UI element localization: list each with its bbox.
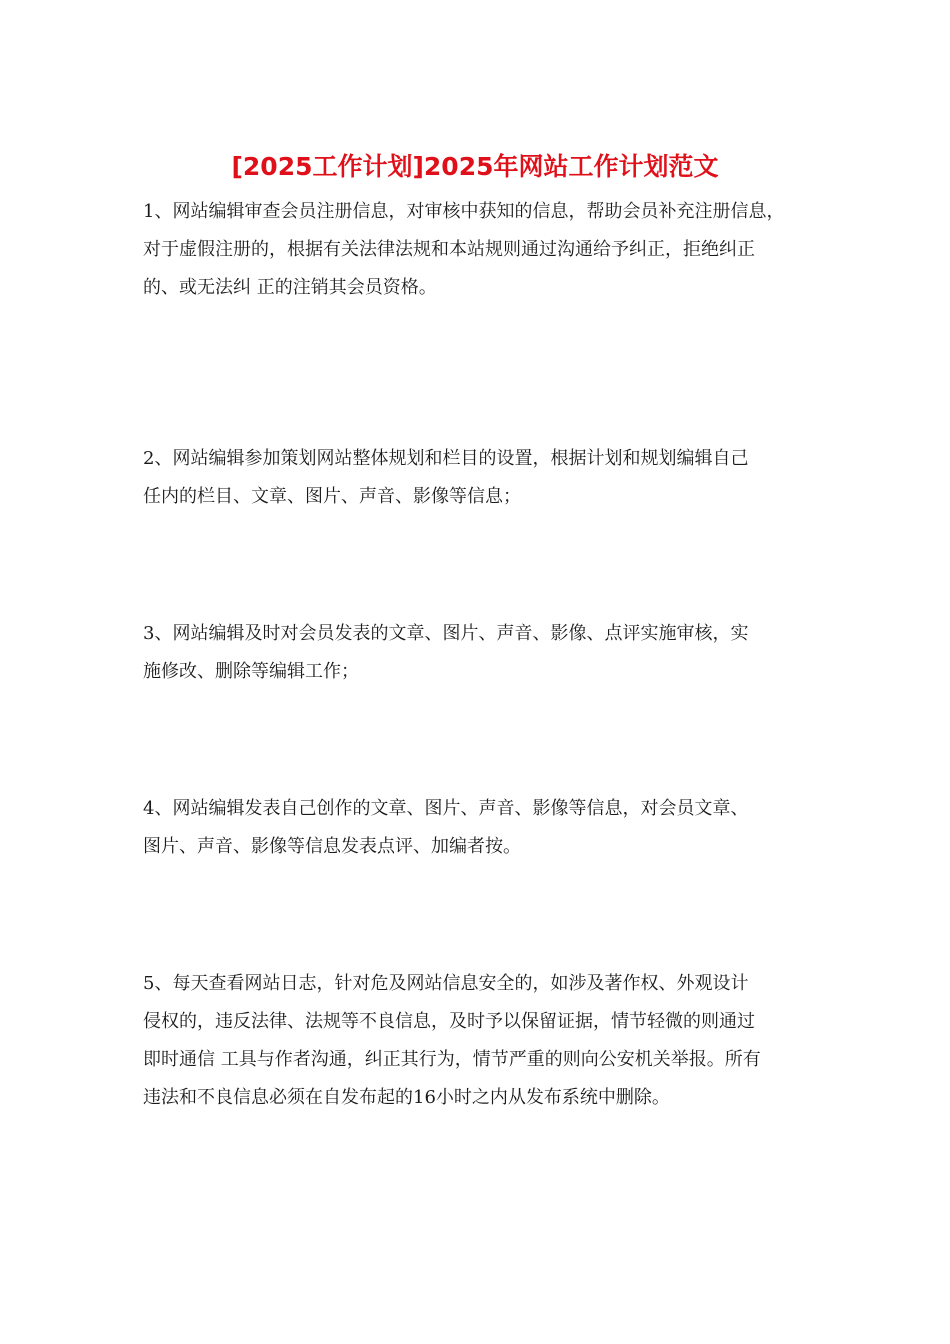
paragraph-line: 施修改、删除等编辑工作；	[143, 661, 359, 682]
paragraph-line: 1、网站编辑审查会员注册信息，对审核中获知的信息，帮助会员补充注册信息，	[143, 201, 785, 222]
paragraph-line: 2、网站编辑参加策划网站整体规划和栏目的设置，根据计划和规划编辑自己	[143, 448, 749, 469]
paragraph-line: 即时通信 工具与作者沟通，纠正其行为，情节严重的则向公安机关举报。所有	[143, 1049, 761, 1070]
paragraph-line: 图片、声音、影像等信息发表点评、加编者按。	[143, 836, 521, 857]
paragraph-line: 4、网站编辑发表自己创作的文章、图片、声音、影像等信息，对会员文章、	[143, 798, 749, 819]
paragraph-1	[143, 193, 823, 307]
paragraph-3	[143, 615, 823, 691]
paragraph-line: 侵权的，违反法律、法规等不良信息，及时予以保留证据，情节轻微的则通过	[143, 1011, 755, 1032]
paragraph-line: 任内的栏目、文章、图片、声音、影像等信息；	[143, 486, 521, 507]
paragraph-4	[143, 790, 823, 866]
paragraph-5	[143, 965, 823, 1117]
paragraph-line: 5、每天查看网站日志，针对危及网站信息安全的，如涉及著作权、外观设计	[143, 973, 749, 994]
paragraph-line: 的、或无法纠 正的注销其会员资格。	[143, 277, 437, 298]
paragraph-line: 对于虚假注册的，根据有关法律法规和本站规则通过沟通给予纠正，拒绝纠正	[143, 239, 755, 260]
document-title: [2025工作计划]2025年网站工作计划范文	[231, 152, 719, 181]
paragraph-line: 3、网站编辑及时对会员发表的文章、图片、声音、影像、点评实施审核，实	[143, 623, 749, 644]
paragraph-line: 违法和不良信息必须在自发布起的16小时之内从发布系统中删除。	[143, 1087, 670, 1108]
paragraph-2	[143, 440, 823, 516]
